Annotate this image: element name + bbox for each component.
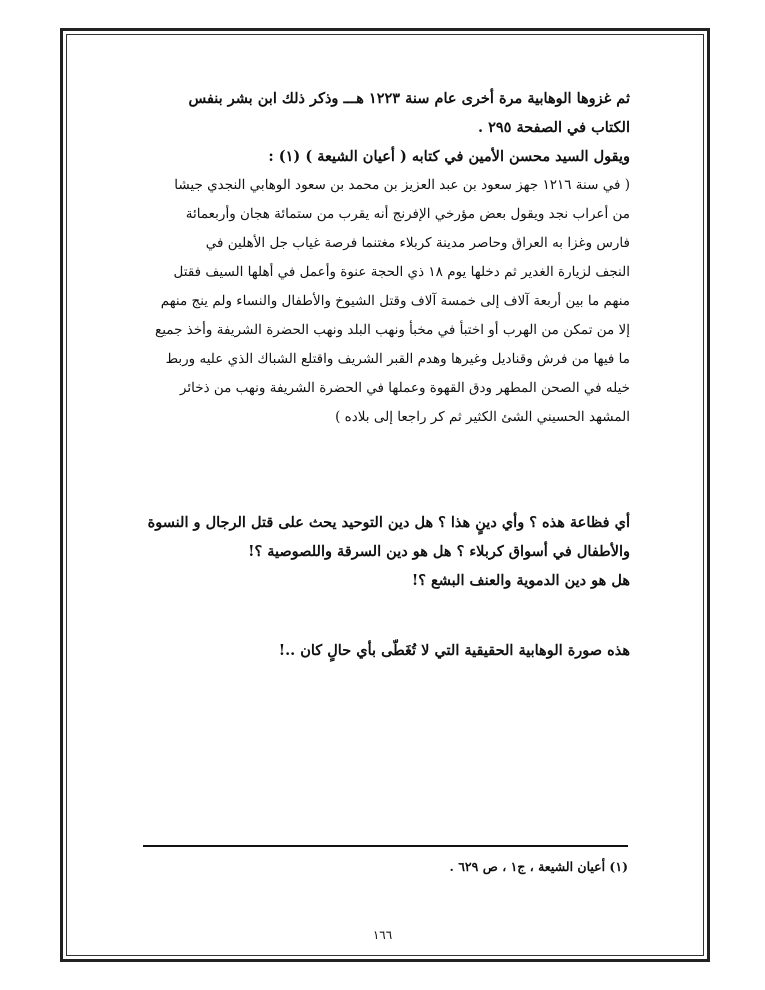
question-line-3: هل هو دين الدموية والعنف البشع ؟! <box>411 572 630 589</box>
intro-line-2: الكتاب في الصفحة ٢٩٥ . <box>477 119 630 136</box>
question-line-1: أي فظاعة هذه ؟ وأي دينٍ هذا ؟ هل دين التوحيد يحث على قتل الرجال و النسوة <box>147 514 630 531</box>
quote-line-1: ( في سنة ١٢١٦ جهز سعود بن عبد العزيز بن محمد بن سعود الوهابي النجدي جيشا <box>174 177 630 193</box>
conclusion-line: هذه صورة الوهابية الحقيقية التي لا تُغَطّى بأي حالٍ كان ..! <box>278 642 630 659</box>
intro-line-3: ويقول السيد محسن الأمين في كتابه ( أعيان الشيعة ) (١) : <box>268 148 630 165</box>
quote-line-6: إلا من تمكن من الهرب أو اختبأ في مخبأ ونهب البلد ونهب الحضرة الشريفة وأخذ جميع <box>155 322 630 338</box>
questions-block <box>140 508 630 595</box>
question-line-2: والأطفال في أسواق كربلاء ؟ هل هو دين السرقة واللصوصية ؟! <box>248 543 630 560</box>
quote-line-7: ما فيها من فرش وقناديل وغيرها وهدم القبر الشريف واقتلع الشباك الذي عليه وربط <box>165 351 630 367</box>
conclusion-block <box>140 636 630 665</box>
footnote-separator <box>143 845 628 847</box>
quote-line-9: المشهد الحسيني الشئ الكثير ثم كر راجعا إلى بلاده ) <box>335 409 630 425</box>
quote-line-5: منهم ما بين أربعة آلاف إلى خمسة آلاف وقتل الشيوخ والأطفال والنساء ولم ينج منهم <box>160 293 630 309</box>
intro-line-1: ثم غزوها الوهابية مرة أخرى عام سنة ١٢٢٣ هـــ وذكر ذلك ابن بشر بنفس <box>188 90 630 107</box>
page-number: ١٦٦ <box>372 928 393 942</box>
quote-line-4: النجف لزيارة الغدير ثم دخلها يوم ١٨ ذي الحجة عنوة وأعمل في أهلها السيف فقتل <box>173 264 630 280</box>
footnote: (١) أعيان الشيعة ، ج١ ، ص ٦٢٩ . <box>449 859 628 874</box>
main-text-block <box>140 84 630 432</box>
quote-line-8: خيله في الصحن المطهر ودق القهوة وعملها في الحضرة الشريفة ونهب من ذخائر <box>179 380 630 396</box>
quote-line-3: فارس وغزا به العراق وحاصر مدينة كربلاء مغتنما فرصة غياب جل الأهلين في <box>205 235 630 251</box>
quote-line-2: من أعراب نجد ويقول بعض مؤرخي الإفرنج أنه يقرب من ستمائة هجان وأربعمائة <box>185 206 630 222</box>
